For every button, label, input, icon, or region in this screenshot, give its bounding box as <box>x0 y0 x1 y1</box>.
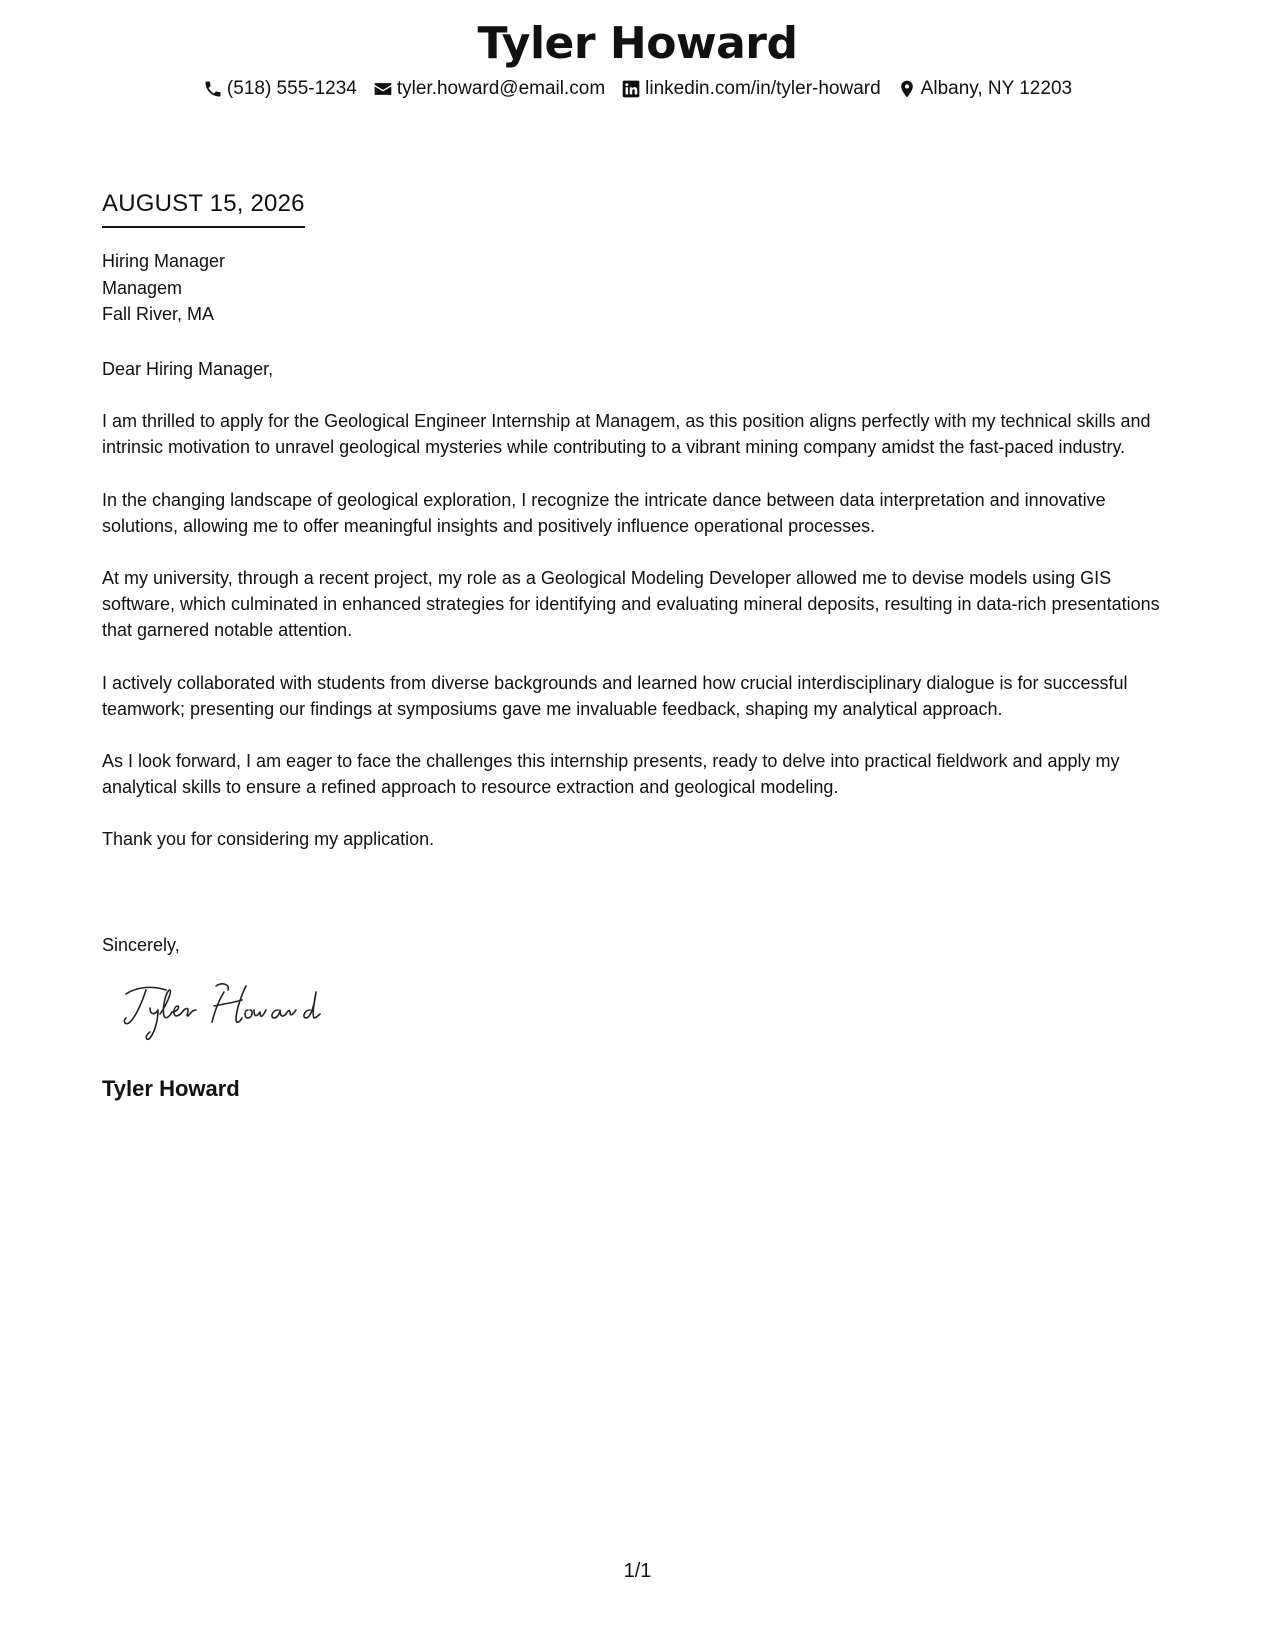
recipient-block <box>102 248 225 328</box>
recipient-company: Managem <box>102 277 183 298</box>
contact-email[interactable] <box>373 78 605 100</box>
phone-text: (518) 555-1234 <box>226 78 357 99</box>
letter-body <box>102 356 1182 879</box>
map-pin-icon <box>897 79 917 99</box>
applicant-name-header: Tyler Howard <box>477 18 798 69</box>
contact-info-row <box>0 78 1275 100</box>
body-paragraph: At my university, through a recent project, my role as a Geological Modeling Developer allowed me to devise models using GIS software, which culminated in enhanced strategies for identifying and evaluating mineral deposits, resulting in data-rich presentations that garnered notable attention. <box>102 568 1160 641</box>
letter-date: AUGUST 15, 2026 <box>102 190 305 228</box>
body-paragraph: I am thrilled to apply for the Geological Engineer Internship at Managem, as this position aligns perfectly with my technical skills and intrinsic motivation to unravel geological mysteries while contributing to a vibrant mining company amidst the fast-paced industry. <box>102 411 1151 458</box>
contact-linkedin[interactable] <box>621 78 881 100</box>
body-paragraph: As I look forward, I am eager to face the challenges this internship presents, ready to delve into practical fieldwork and apply my analytical skills to ensure a refined approach to resource extraction and geological modeling. <box>102 751 1120 798</box>
closing-line: Sincerely, <box>102 935 180 955</box>
body-paragraph: I actively collaborated with students from diverse backgrounds and learned how crucial interdisciplinary dialogue is for successful teamwork; presenting our findings at symposiums gave me invaluable feedback, shaping my analytical approach. <box>102 672 1128 719</box>
contact-location <box>897 78 1072 100</box>
recipient-title: Hiring Manager <box>102 251 226 271</box>
recipient-location: Fall River, MA <box>102 304 215 324</box>
salutation: Dear Hiring Manager, <box>102 359 274 379</box>
signed-name: Tyler Howard <box>102 1076 240 1101</box>
phone-icon <box>203 79 223 99</box>
body-paragraph: In the changing landscape of geological exploration, I recognize the intricate dance between data interpretation and innovative solutions, allowing me to offer meaningful insights and positively influence operational processes. <box>102 489 1106 536</box>
linkedin-icon <box>621 79 641 99</box>
location-text: Albany, NY 12203 <box>920 78 1073 99</box>
email-text[interactable]: tyler.howard@email.com <box>396 78 606 99</box>
contact-phone <box>203 78 357 100</box>
thank-you-paragraph: Thank you for considering my application. <box>102 829 435 850</box>
handwritten-signature <box>120 978 350 1046</box>
page-number: 1/1 <box>623 1560 652 1582</box>
envelope-icon <box>373 79 393 99</box>
linkedin-text[interactable]: linkedin.com/in/tyler-howard <box>645 78 881 99</box>
